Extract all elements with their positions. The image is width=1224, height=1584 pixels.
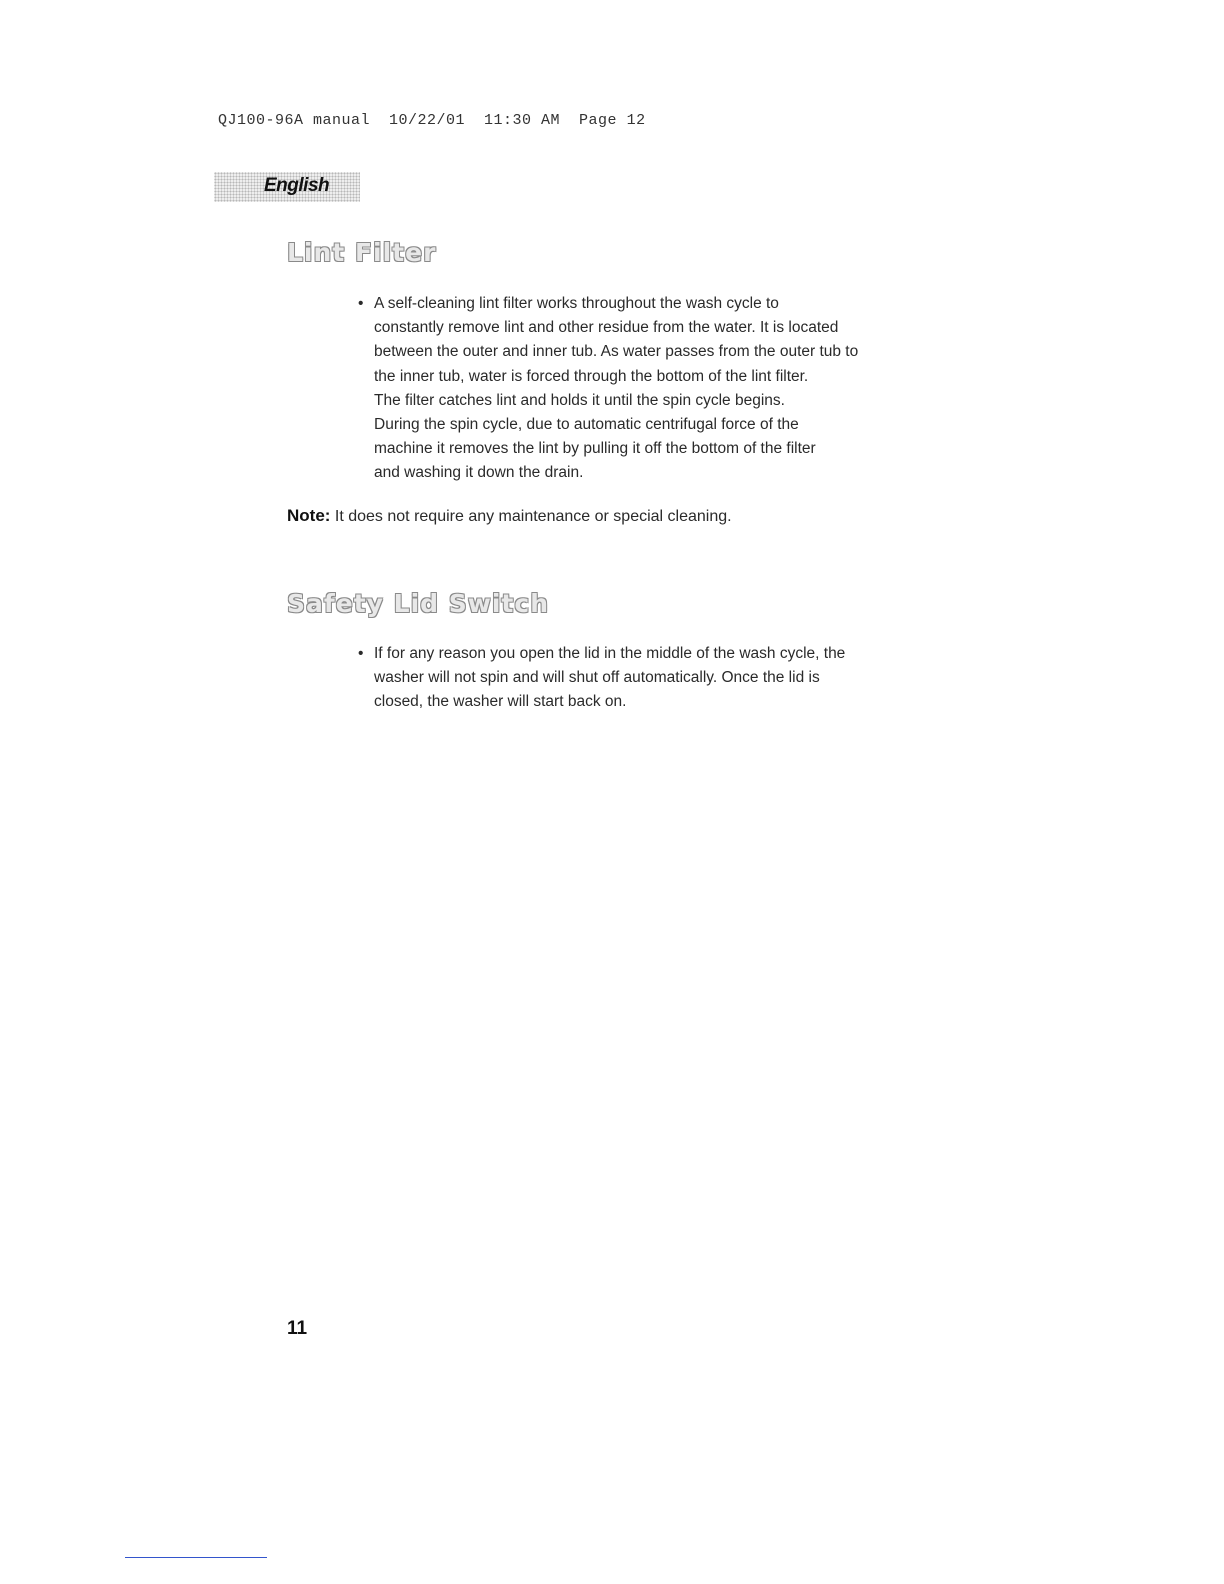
page-number: 11 (287, 1318, 308, 1339)
paragraph-line: washer will not spin and will shut off automatically. Once the lid is (374, 669, 820, 687)
paragraph-line: If for any reason you open the lid in the middle of the wash cycle, the (374, 645, 846, 662)
language-tab (214, 172, 360, 202)
paragraph-line: The filter catches lint and holds it until the spin cycle begins. (374, 391, 785, 409)
language-label: English (264, 175, 330, 196)
paragraph-line: the inner tub, water is forced through the bottom of the lint filter. (374, 367, 809, 385)
note-text: It does not require any maintenance or special cleaning. (330, 508, 732, 525)
bullet-icon: • (358, 295, 364, 312)
section-title-lint-filter: Lint Filter (287, 238, 437, 267)
lint-filter-bullet (358, 292, 938, 486)
paragraph-line: closed, the washer will start back on. (374, 693, 627, 711)
paragraph-line: between the outer and inner tub. As water passes from the outer tub to (374, 343, 859, 361)
paragraph-line: A self-cleaning lint filter works throughout the wash cycle to (374, 295, 779, 312)
bullet-icon: • (358, 645, 364, 662)
paragraph-line: machine it removes the lint by pulling it off the bottom of the filter (374, 440, 816, 458)
paragraph-line: constantly remove lint and other residue from the water. It is located (374, 319, 839, 337)
paragraph-line: and washing it down the drain. (374, 464, 584, 482)
paragraph-line: During the spin cycle, due to automatic centrifugal force of the (374, 416, 799, 434)
safety-lid-bullet (358, 642, 938, 715)
bottom-rule (125, 1557, 267, 1558)
note-label: Note: (287, 506, 331, 525)
maintenance-note (287, 506, 732, 526)
section-title-safety-lid-switch: Safety Lid Switch (287, 589, 549, 618)
print-header: QJ100-96A manual 10/22/01 11:30 AM Page 12 (218, 112, 646, 129)
